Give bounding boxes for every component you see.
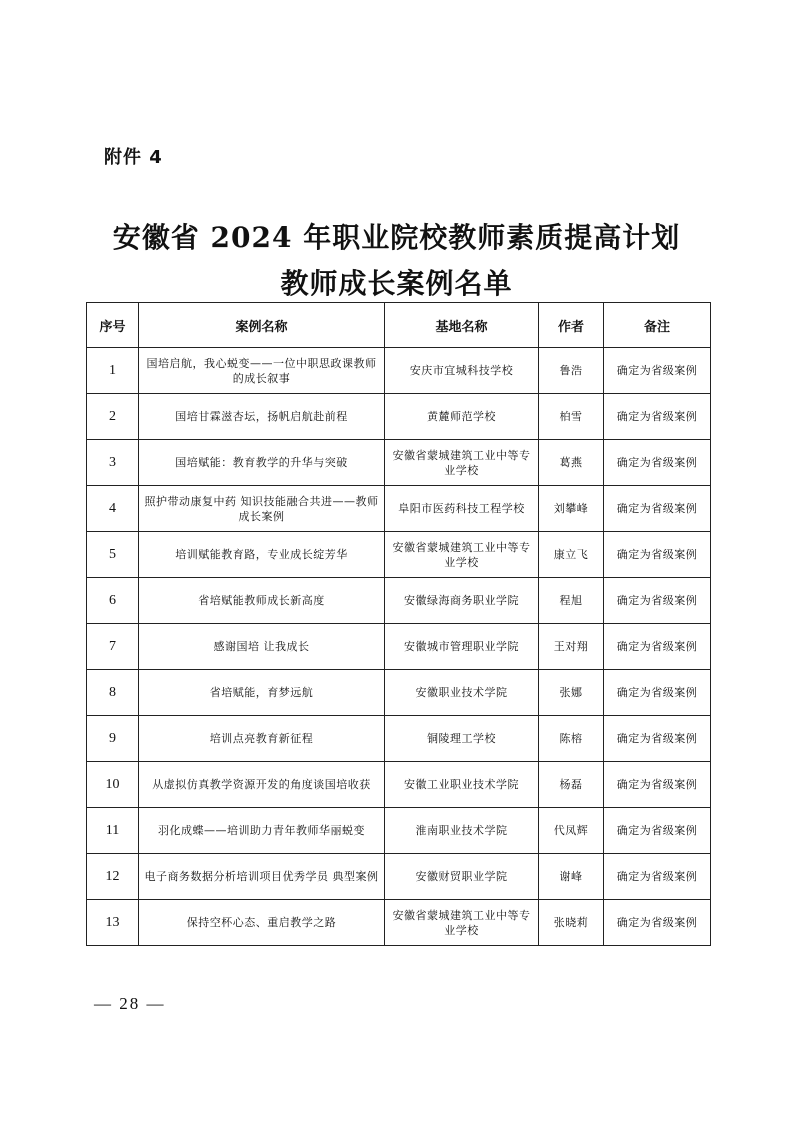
table-row [87,394,711,440]
row-remark: 确定为省级案例 [604,440,711,486]
row-case-name: 培训点亮教育新征程 [139,716,385,762]
row-remark: 确定为省级案例 [604,394,711,440]
row-remark: 确定为省级案例 [604,670,711,716]
table-row [87,762,711,808]
header-base-name: 基地名称 [385,303,539,348]
row-remark: 确定为省级案例 [604,762,711,808]
row-seq: 9 [87,716,139,762]
document-title-line-1: 安徽省 2024 年职业院校教师素质提高计划 [112,221,681,254]
row-case-name: 感谢国培 让我成长 [139,624,385,670]
row-case-name: 省培赋能，育梦远航 [139,670,385,716]
row-author: 程旭 [539,578,604,624]
table-row [87,532,711,578]
row-remark: 确定为省级案例 [604,854,711,900]
header-author: 作者 [539,303,604,348]
row-case-name: 培训赋能教育路，专业成长绽芳华 [139,532,385,578]
table-row [87,624,711,670]
row-base-name: 阜阳市医药科技工程学校 [385,486,539,532]
row-case-name: 照护带动康复中药 知识技能融合共进——教师成长案例 [139,486,385,532]
row-seq: 8 [87,670,139,716]
row-case-name: 省培赋能教师成长新高度 [139,578,385,624]
row-author: 葛燕 [539,440,604,486]
row-author: 陈榕 [539,716,604,762]
header-seq: 序号 [87,303,139,348]
row-author: 康立飞 [539,532,604,578]
attachment-label: 附件 4 [104,147,163,168]
row-base-name: 黄麓师范学校 [385,394,539,440]
row-base-name: 铜陵理工学校 [385,716,539,762]
row-author: 谢峰 [539,854,604,900]
table-row [87,716,711,762]
row-remark: 确定为省级案例 [604,348,711,394]
row-seq: 1 [87,348,139,394]
row-base-name: 安徽绿海商务职业学院 [385,578,539,624]
row-seq: 12 [87,854,139,900]
row-seq: 13 [87,900,139,946]
row-seq: 11 [87,808,139,854]
row-author: 刘攀峰 [539,486,604,532]
row-base-name: 淮南职业技术学院 [385,808,539,854]
row-seq: 5 [87,532,139,578]
table-body [87,348,711,946]
row-seq: 10 [87,762,139,808]
page-number: — 28 — [94,994,166,1013]
table-row [87,578,711,624]
row-base-name: 安庆市宜城科技学校 [385,348,539,394]
row-case-name: 羽化成蝶——培训助力青年教师华丽蜕变 [139,808,385,854]
table-row [87,854,711,900]
table-row [87,486,711,532]
table-row [87,900,711,946]
table-header-row [87,303,711,348]
row-author: 王对翔 [539,624,604,670]
row-case-name: 保持空杯心态、重启教学之路 [139,900,385,946]
row-remark: 确定为省级案例 [604,578,711,624]
row-seq: 4 [87,486,139,532]
row-author: 柏雪 [539,394,604,440]
table-row [87,348,711,394]
row-remark: 确定为省级案例 [604,624,711,670]
row-seq: 7 [87,624,139,670]
row-author: 鲁浩 [539,348,604,394]
row-author: 张晓莉 [539,900,604,946]
row-remark: 确定为省级案例 [604,808,711,854]
row-case-name: 国培启航，我心蜕变——一位中职思政课教师的成长叙事 [139,348,385,394]
row-case-name: 电子商务数据分析培训项目优秀学员 典型案例 [139,854,385,900]
row-base-name: 安徽财贸职业学院 [385,854,539,900]
row-author: 杨磊 [539,762,604,808]
row-remark: 确定为省级案例 [604,486,711,532]
row-base-name: 安徽职业技术学院 [385,670,539,716]
row-seq: 6 [87,578,139,624]
table-row [87,808,711,854]
header-case-name: 案例名称 [139,303,385,348]
row-seq: 2 [87,394,139,440]
row-remark: 确定为省级案例 [604,716,711,762]
row-base-name: 安徽省蒙城建筑工业中等专业学校 [385,900,539,946]
row-author: 代凤辉 [539,808,604,854]
row-base-name: 安徽城市管理职业学院 [385,624,539,670]
row-base-name: 安徽省蒙城建筑工业中等专业学校 [385,532,539,578]
table-row [87,440,711,486]
row-case-name: 国培赋能：教育教学的升华与突破 [139,440,385,486]
row-remark: 确定为省级案例 [604,532,711,578]
table-row [87,670,711,716]
row-case-name: 从虚拟仿真教学资源开发的角度谈国培收获 [139,762,385,808]
row-remark: 确定为省级案例 [604,900,711,946]
row-author: 张娜 [539,670,604,716]
row-base-name: 安徽省蒙城建筑工业中等专业学校 [385,440,539,486]
row-case-name: 国培甘霖滋杏坛，扬帆启航赴前程 [139,394,385,440]
document-title-line-2: 教师成长案例名单 [280,267,513,300]
header-remark: 备注 [604,303,711,348]
row-seq: 3 [87,440,139,486]
row-base-name: 安徽工业职业技术学院 [385,762,539,808]
case-list-table [86,302,711,946]
